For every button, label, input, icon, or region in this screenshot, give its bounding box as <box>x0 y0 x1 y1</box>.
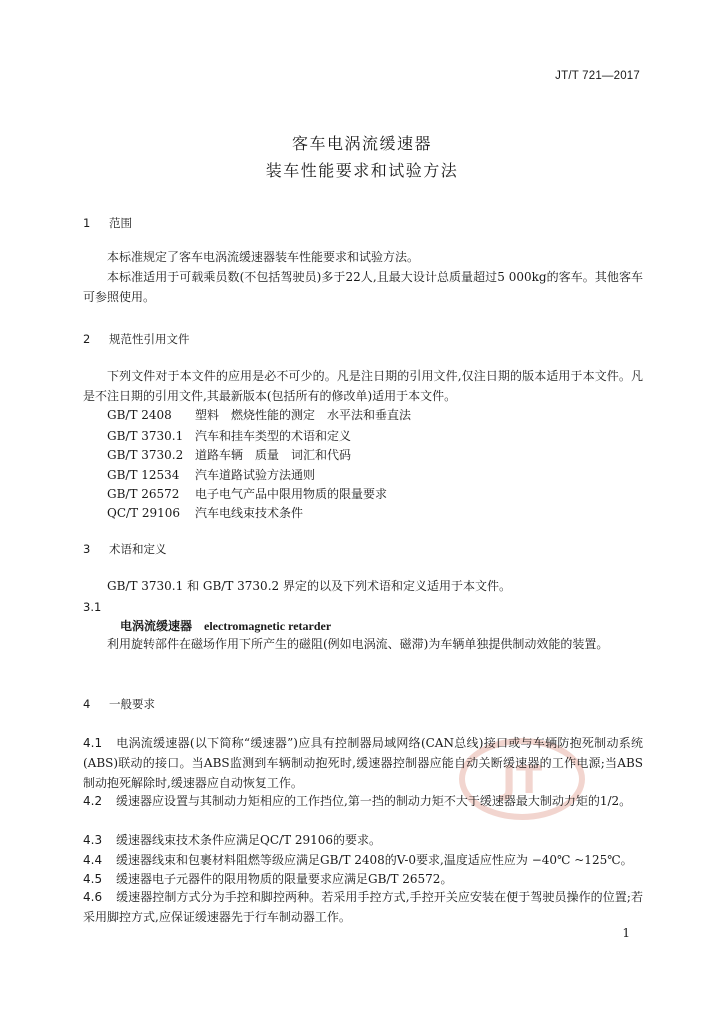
term-heading <box>120 617 331 634</box>
reference-code: QC/T 29106 <box>107 506 181 520</box>
term-chinese: 电涡流缓速器 <box>120 619 193 633</box>
requirement-text: 缓速器控制方式分为手控和脚控两种。若采用手控方式,手控开关应安装在便于驾驶员操作的位置;若采用脚控方式,应保证缓速器先于行车制动器工作。 <box>83 890 643 924</box>
requirement-number: 4.6 <box>83 890 103 904</box>
requirement-item <box>83 850 643 870</box>
section-title: 范围 <box>109 216 132 230</box>
scope-paragraph-1: 本标准规定了客车电涡流缓速器装车性能要求和试验方法。 <box>107 250 420 264</box>
section-1-heading <box>83 215 132 231</box>
requirement-text: 缓速器线束技术条件应满足QC/T 29106的要求。 <box>116 833 382 847</box>
reference-code: GB/T 26572 <box>107 487 180 501</box>
reference-title: 汽车电线束技术条件 <box>195 506 304 520</box>
reference-code: GB/T 12534 <box>107 468 180 482</box>
standard-code: JT/T 721—2017 <box>555 70 640 82</box>
requirement-item <box>83 887 643 927</box>
reference-item <box>107 466 315 483</box>
reference-item <box>107 446 351 463</box>
requirement-number: 4.3 <box>83 833 103 847</box>
title-line-2: 装车性能要求和试验方法 <box>265 161 459 180</box>
reference-title: 电子电气产品中限用物质的限量要求 <box>195 487 388 501</box>
requirement-number: 4.2 <box>83 794 103 808</box>
requirement-number: 4.5 <box>83 872 103 886</box>
section-number: 1 <box>83 216 91 230</box>
scope-paragraph-2: 本标准适用于可载乘员数(不包括驾驶员)多于22人,且最大设计总质量超过5 000kg的客车。其他客车可参照使用。 <box>83 270 643 304</box>
reference-item <box>107 427 351 444</box>
title-line-1: 客车电涡流缓速器 <box>291 134 432 153</box>
terms-intro: GB/T 3730.1 和 GB/T 3730.2 界定的以及下列术语和定义适用于本文件。 <box>107 579 511 593</box>
requirement-text: 缓速器线束和包裹材料阻燃等级应满足GB/T 2408的V-0要求,温度适应性应为 −40℃ ~125℃。 <box>116 853 633 867</box>
term-number: 3.1 <box>83 600 102 614</box>
section-number: 3 <box>83 542 91 556</box>
reference-item <box>107 504 303 521</box>
section-title: 术语和定义 <box>109 542 167 556</box>
term-definition: 利用旋转部件在磁场作用下所产生的磁阻(例如电涡流、磁滞)为车辆单独提供制动效能的装置。 <box>107 637 609 651</box>
requirement-item <box>83 830 643 850</box>
section-number: 4 <box>83 697 91 711</box>
reference-item <box>107 485 387 502</box>
section-title: 一般要求 <box>109 697 155 711</box>
watermark-text: JT <box>501 758 543 802</box>
requirement-text: 缓速器电子元器件的限用物质的限量要求应满足GB/T 26572。 <box>116 872 453 886</box>
normative-refs-intro: 下列文件对于本文件的应用是必不可少的。凡是注日期的引用文件,仅注日期的版本适用于本文件。凡是不注日期的引用文件,其最新版本(包括所有的修改单)适用于本文件。 <box>83 369 643 403</box>
requirement-text: 缓速器应设置与其制动力矩相应的工作挡位,第一挡的制动力矩不大于缓速器最大制动力矩的1/2。 <box>116 794 632 808</box>
reference-code: GB/T 3730.1 <box>107 429 184 443</box>
requirement-text: 电涡流缓速器(以下简称“缓速器”)应具有控制器局域网络(CAN总线)接口或与车辆防抱死制动系统(ABS)联动的接口。当ABS监测到车辆制动抱死时,缓速器控制器应能自动关断缓速器的工作电源;当ABS制动抱死解除时,缓速器应自动恢复工作。 <box>83 736 643 790</box>
reference-title: 道路车辆 质量 词汇和代码 <box>195 448 352 462</box>
reference-title: 塑料 燃烧性能的测定 水平法和垂直法 <box>195 408 412 422</box>
page-number: 1 <box>622 926 630 940</box>
section-number: 2 <box>83 332 91 346</box>
requirement-item <box>83 733 643 793</box>
requirement-item <box>83 791 643 811</box>
section-3-heading <box>83 541 167 557</box>
requirement-item <box>83 869 643 889</box>
reference-title: 汽车和挂车类型的术语和定义 <box>195 429 352 443</box>
reference-code: GB/T 2408 <box>107 408 172 422</box>
term-english: electromagnetic retarder <box>204 619 332 633</box>
section-title: 规范性引用文件 <box>109 332 190 346</box>
requirement-number: 4.4 <box>83 853 103 867</box>
requirement-number: 4.1 <box>83 736 103 750</box>
reference-item <box>107 406 411 423</box>
reference-code: GB/T 3730.2 <box>107 448 184 462</box>
section-2-heading <box>83 331 190 347</box>
reference-title: 汽车道路试验方法通则 <box>195 468 316 482</box>
section-4-heading <box>83 696 155 712</box>
